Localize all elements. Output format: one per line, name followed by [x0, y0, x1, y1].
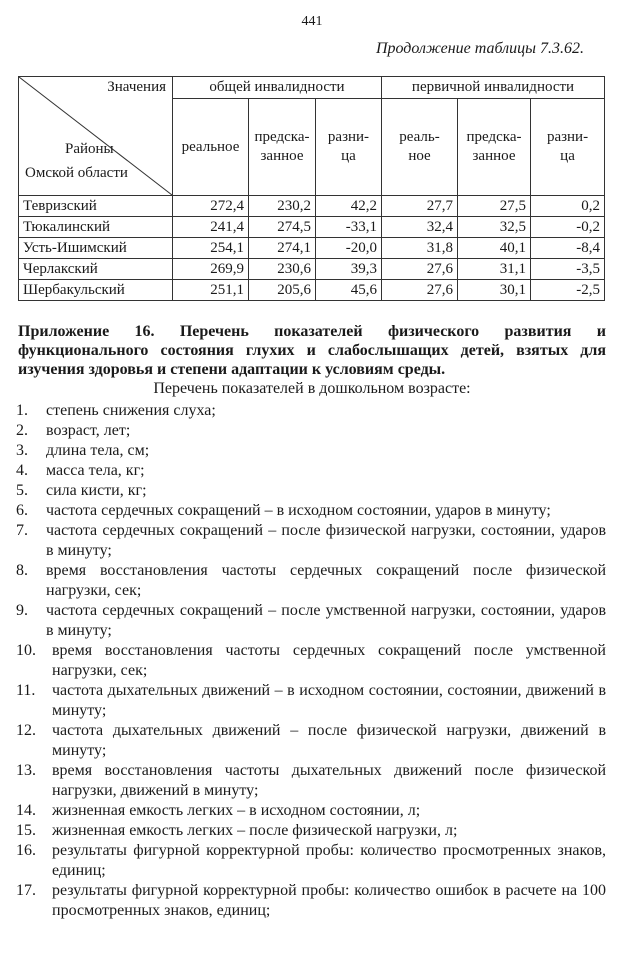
item-number: 11.	[16, 682, 36, 699]
list-item	[16, 481, 606, 501]
table-corner-header	[19, 77, 173, 196]
item-number: 2.	[16, 422, 28, 439]
list-item	[16, 401, 606, 421]
item-number: 16.	[16, 842, 36, 859]
general-difference-value: 42,2	[316, 196, 382, 217]
item-text: степень снижения слуха;	[46, 402, 216, 419]
primary-predicted-value: 31,1	[458, 259, 531, 280]
primary-real-value: 31,8	[382, 238, 458, 259]
item-text: частота сердечных сокращений – в исходном состоянии, ударов в минуту;	[46, 502, 551, 519]
general-real-value: 272,4	[173, 196, 249, 217]
item-text: частота сердечных сокращений – после умственной нагрузки, состоянии, ударов в минуту;	[46, 602, 606, 639]
district-name: Тевризский	[19, 196, 173, 217]
item-text: масса тела, кг;	[46, 462, 145, 479]
item-text: время восстановления частоты дыхательных движений после физической нагрузки, движений в минуту;	[52, 762, 606, 799]
header-primary-difference: разни- ца	[531, 99, 605, 196]
item-text: время восстановления частоты сердечных сокращений после физической нагрузки, сек;	[46, 562, 606, 599]
primary-real-value: 32,4	[382, 217, 458, 238]
district-name: Шербакульский	[19, 280, 173, 301]
table-row	[19, 217, 605, 238]
primary-difference-value: -2,5	[531, 280, 605, 301]
primary-difference-value: 0,2	[531, 196, 605, 217]
general-difference-value: 39,3	[316, 259, 382, 280]
item-text: результаты фигурной корректурной пробы: количество ошибок в расчете на 100 просмотренных знаков, единиц;	[52, 882, 606, 919]
general-real-value: 241,4	[173, 217, 249, 238]
header-general-difference: разни- ца	[316, 99, 382, 196]
list-item	[16, 881, 606, 921]
item-text: результаты фигурной корректурной пробы: количество просмотренных знаков, единиц;	[52, 842, 606, 879]
list-item	[16, 801, 606, 821]
district-name: Тюкалинский	[19, 217, 173, 238]
general-predicted-value: 274,5	[249, 217, 316, 238]
item-text: длина тела, см;	[46, 442, 150, 459]
table-row	[19, 259, 605, 280]
item-number: 15.	[16, 822, 36, 839]
item-text: частота сердечных сокращений – после физической нагрузки, состоянии, ударов в минуту;	[46, 522, 606, 559]
general-real-value: 269,9	[173, 259, 249, 280]
list-item	[16, 461, 606, 481]
district-name: Усть-Ишимский	[19, 238, 173, 259]
item-text: жизненная емкость легких – после физической нагрузки, л;	[52, 822, 458, 839]
table-row	[19, 238, 605, 259]
primary-difference-value: -3,5	[531, 259, 605, 280]
header-general-predicted: предска- занное	[249, 99, 316, 196]
header-general-real: реальное	[173, 99, 249, 196]
item-text: жизненная емкость легких – в исходном состоянии, л;	[52, 802, 421, 819]
general-difference-value: 45,6	[316, 280, 382, 301]
list-item	[16, 601, 606, 641]
item-number: 3.	[16, 442, 28, 459]
item-number: 13.	[16, 762, 36, 779]
item-text: частота дыхательных движений – в исходном состоянии, состоянии, движений в минуту;	[52, 682, 606, 719]
list-item	[16, 521, 606, 561]
item-text: частота дыхательных движений – после физической нагрузки, движений в минуту;	[52, 722, 606, 759]
list-item	[16, 761, 606, 801]
primary-predicted-value: 32,5	[458, 217, 531, 238]
table-continuation-caption: Продолжение таблицы 7.3.62.	[375, 40, 584, 57]
item-number: 10.	[16, 642, 36, 659]
primary-real-value: 27,6	[382, 280, 458, 301]
corner-districts-label: Районы	[65, 141, 114, 157]
general-difference-value: -20,0	[316, 238, 382, 259]
primary-real-value: 27,6	[382, 259, 458, 280]
primary-predicted-value: 40,1	[458, 238, 531, 259]
general-real-value: 251,1	[173, 280, 249, 301]
item-text: сила кисти, кг;	[46, 482, 147, 499]
table-row	[19, 196, 605, 217]
corner-values-label: Значения	[107, 79, 166, 95]
general-real-value: 254,1	[173, 238, 249, 259]
general-predicted-value: 230,2	[249, 196, 316, 217]
item-number: 1.	[16, 402, 28, 419]
item-number: 9.	[16, 602, 28, 619]
general-predicted-value: 274,1	[249, 238, 316, 259]
item-number: 14.	[16, 802, 36, 819]
list-item	[16, 501, 606, 521]
item-number: 6.	[16, 502, 28, 519]
list-item	[16, 441, 606, 461]
general-predicted-value: 205,6	[249, 280, 316, 301]
primary-real-value: 27,7	[382, 196, 458, 217]
item-number: 7.	[16, 522, 28, 539]
item-text: возраст, лет;	[46, 422, 131, 439]
list-item	[16, 821, 606, 841]
primary-predicted-value: 27,5	[458, 196, 531, 217]
item-number: 12.	[16, 722, 36, 739]
indicator-list	[0, 401, 606, 921]
page-number: 441	[301, 14, 323, 29]
primary-difference-value: -8,4	[531, 238, 605, 259]
list-heading: Перечень показателей в дошкольном возрасте:	[153, 380, 471, 397]
district-name: Черлакский	[19, 259, 173, 280]
list-item	[16, 681, 606, 721]
list-item	[16, 841, 606, 881]
item-number: 4.	[16, 462, 28, 479]
list-item	[16, 561, 606, 601]
primary-difference-value: -0,2	[531, 217, 605, 238]
item-text: время восстановления частоты сердечных сокращений после умственной нагрузки, сек;	[52, 642, 606, 679]
header-general-disability: общей инвалидности	[173, 77, 382, 99]
corner-region-label: Омской области	[25, 165, 128, 181]
general-difference-value: -33,1	[316, 217, 382, 238]
header-primary-disability: первичной инвалидности	[382, 77, 605, 99]
list-item	[16, 421, 606, 441]
general-predicted-value: 230,6	[249, 259, 316, 280]
item-number: 17.	[16, 882, 36, 899]
header-primary-predicted: предска- занное	[458, 99, 531, 196]
list-item	[16, 721, 606, 761]
table-row	[19, 280, 605, 301]
list-item	[16, 641, 606, 681]
appendix-title: Приложение 16. Перечень показателей физического развития и функционального состояния глухих и слабослышащих детей, взятых для изучения здоровья и степени адаптации к условиям среды.	[18, 323, 606, 378]
primary-predicted-value: 30,1	[458, 280, 531, 301]
disability-table	[18, 76, 605, 301]
header-primary-real: реаль- ное	[382, 99, 458, 196]
item-number: 8.	[16, 562, 28, 579]
item-number: 5.	[16, 482, 28, 499]
